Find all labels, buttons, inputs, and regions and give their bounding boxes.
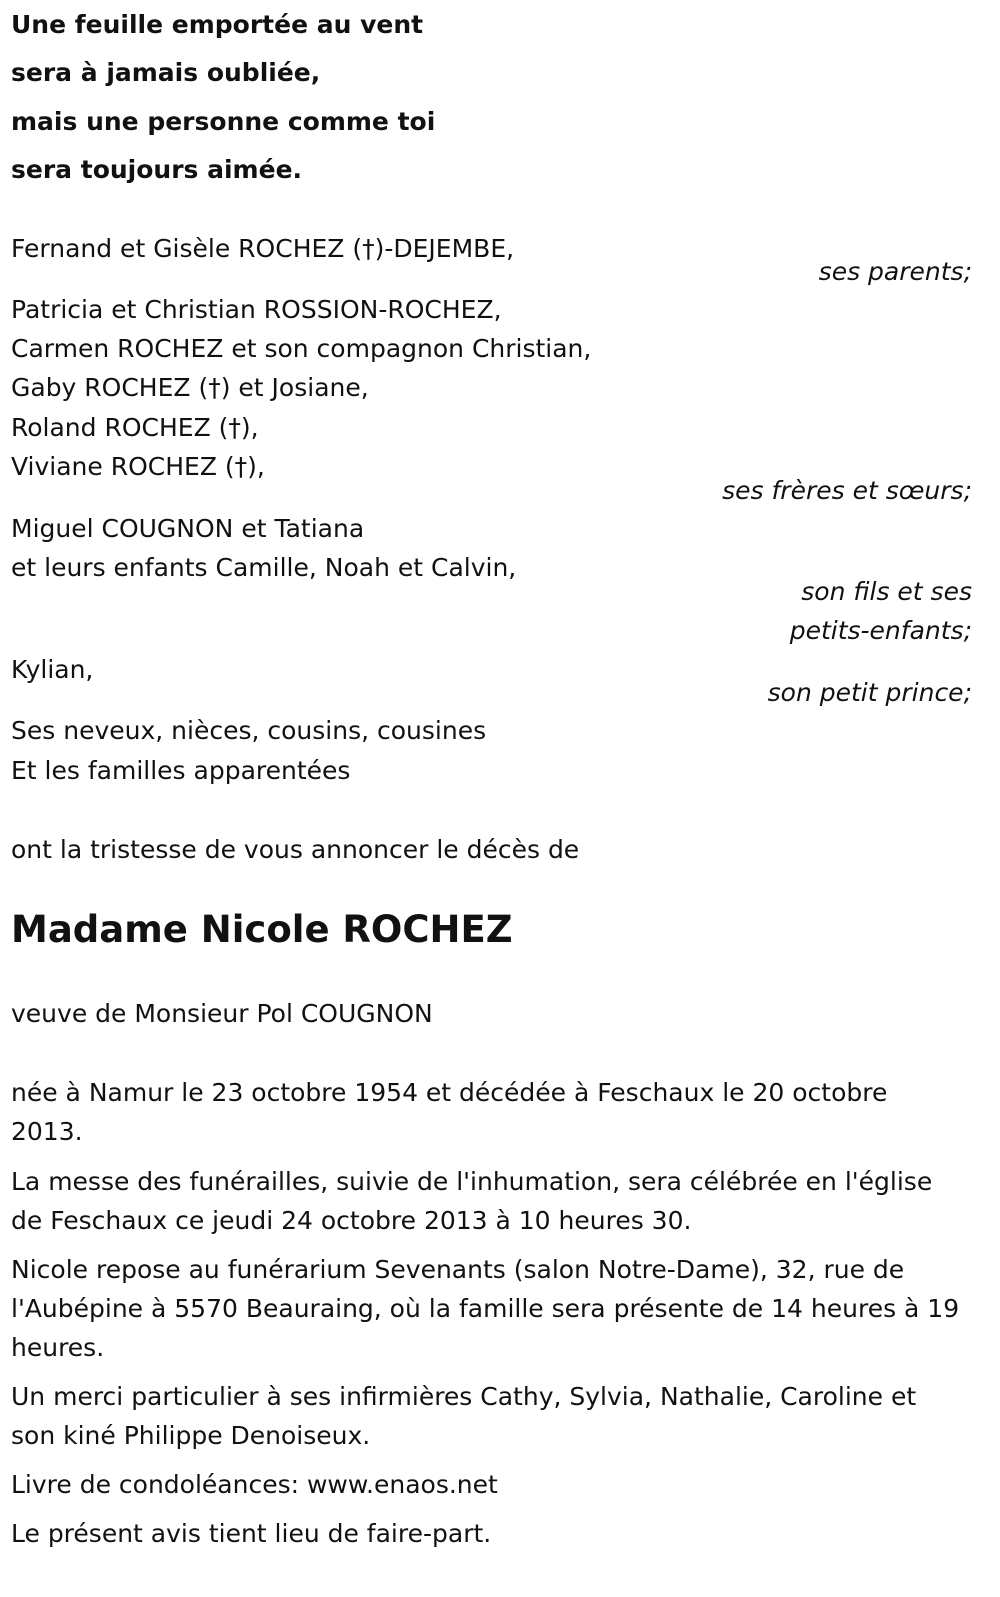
sibling-line-4: Roland ROCHEZ (†), [11,413,259,442]
poem-line-4: sera toujours aimée. [11,155,303,184]
poem-line-1: Une feuille emportée au vent [11,10,424,39]
sibling-line-1: Patricia et Christian ROSSION-ROCHEZ, [11,295,502,324]
son-role-line-1: son fils et ses [801,577,972,606]
birth-death-paragraph: née à Namur le 23 octobre 1954 et décédée à Feschaux le 20 octobre 2013. [11,1078,888,1146]
parents-role: ses parents; [818,257,972,286]
son-line-1: Miguel COUGNON et Tatiana [11,514,365,543]
son-line-2: et leurs enfants Camille, Noah et Calvin, [11,553,517,582]
funerarium-paragraph: Nicole repose au funérarium Sevenants (salon Notre-Dame), 32, rue de l'Aubépine à 5570 Beauraing, où la famille sera présente de 14 heures à 19 heures. [11,1255,960,1362]
sibling-line-3: Gaby ROCHEZ (†) et Josiane, [11,373,369,402]
widow-of-text: veuve de Monsieur Pol COUGNON [11,999,433,1028]
poem-line-2: sera à jamais oubliée, [11,58,321,87]
extended-line-2: Et les familles apparentées [11,756,351,785]
condolence-book-line: Livre de condoléances: www.enaos.net [11,1470,498,1499]
son-role-line-2: petits-enfants; [789,616,972,645]
deceased-name: Madame Nicole ROCHEZ [11,908,513,951]
extended-line-1: Ses neveux, nièces, cousins, cousines [11,716,487,745]
siblings-role: ses frères et sœurs; [722,476,972,505]
parents-line: Fernand et Gisèle ROCHEZ (†)-DEJEMBE, [11,234,515,263]
announcement-text: ont la tristesse de vous annoncer le décès de [11,835,580,864]
faire-part-line: Le présent avis tient lieu de faire-part. [11,1519,492,1548]
prince-role: son petit prince; [767,678,972,707]
sibling-line-5: Viviane ROCHEZ (†), [11,452,265,481]
thanks-paragraph: Un merci particulier à ses infirmières Cathy, Sylvia, Nathalie, Caroline et son kiné Philippe Denoiseux. [11,1382,917,1450]
prince-line: Kylian, [11,655,94,684]
poem-line-3: mais une personne comme toi [11,107,436,136]
funeral-mass-paragraph: La messe des funérailles, suivie de l'inhumation, sera célébrée en l'église de Feschaux ce jeudi 24 octobre 2013 à 10 heures 30. [11,1167,933,1235]
sibling-line-2: Carmen ROCHEZ et son compagnon Christian, [11,334,592,363]
